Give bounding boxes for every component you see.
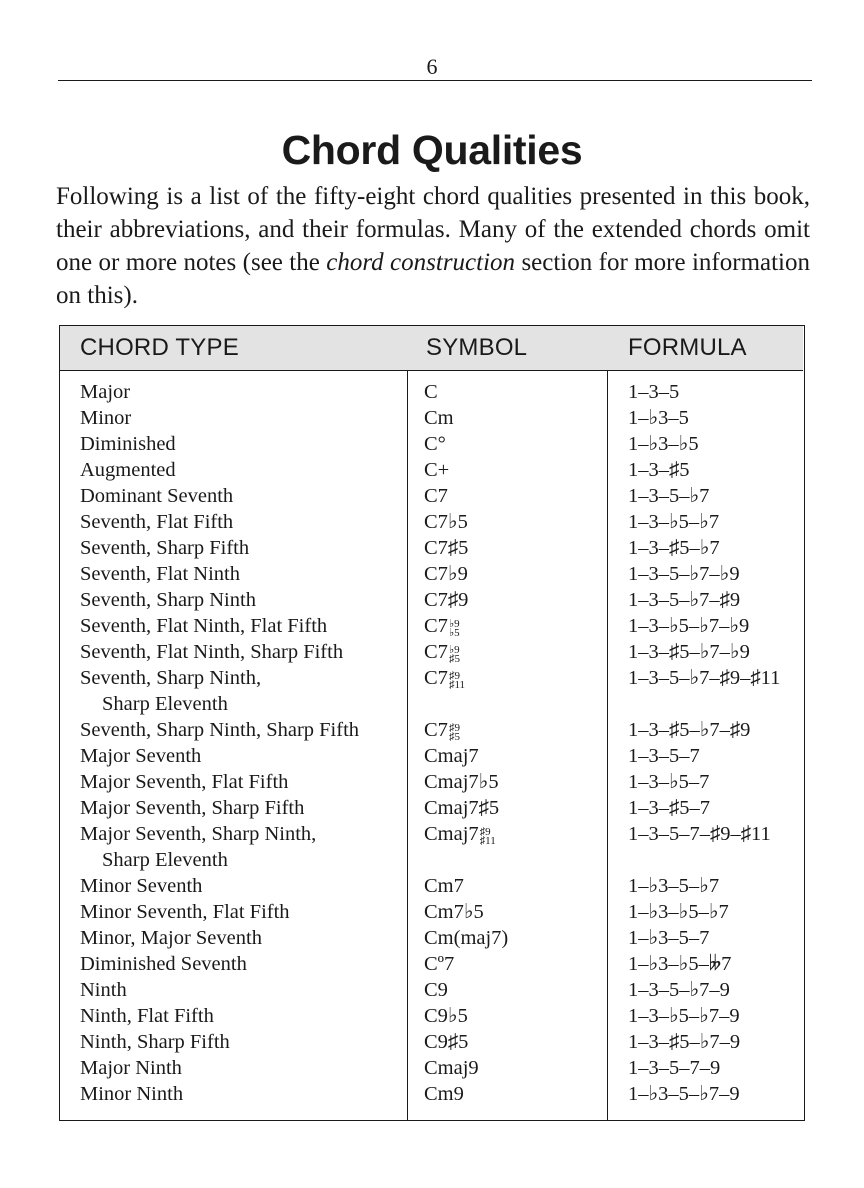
intro-text-start: Following is a list of the fifty-eight chord qualities presented in this book, their abbreviations, and their formulas. Many of the extended chords omit one or more notes (see the	[56, 183, 810, 276]
chord-formula: 1–3–5–♭7	[628, 485, 710, 507]
chord-symbol: Cm9	[424, 1083, 464, 1105]
chord-symbol-stacked-alterations	[480, 828, 496, 846]
chord-symbol: C7	[424, 615, 448, 637]
chord-formula: 1–3–♯5	[628, 459, 690, 481]
table-row	[60, 743, 803, 769]
chord-symbol-cell	[424, 977, 448, 1003]
chord-symbol-cell	[424, 873, 464, 899]
alteration-top: ♭9	[448, 618, 460, 630]
chord-symbol: Cmaj7	[424, 823, 479, 845]
chord-symbol: Cmaj9	[424, 1057, 479, 1079]
chord-symbol-cell	[424, 665, 465, 691]
chord-symbol: Cm	[424, 407, 454, 429]
chord-symbol-cell	[424, 1029, 468, 1055]
page-title: Chord Qualities	[281, 127, 583, 173]
intro-paragraph	[56, 180, 810, 312]
chord-symbol-cell	[424, 379, 438, 405]
chord-formula: 1–3–♯5–♭7–9	[628, 1031, 741, 1053]
chord-symbol-cell	[424, 899, 484, 925]
chord-formula: 1–♭3–♭5–♭7	[628, 901, 729, 923]
chord-formula: 1–3–♭5–♭7–♭9	[628, 615, 750, 637]
chord-symbol: C9♯5	[424, 1031, 469, 1053]
alteration-bottom: ♯5	[448, 653, 460, 665]
chord-symbol: Cm7♭5	[424, 901, 484, 923]
chord-type-label: Major Ninth	[80, 1057, 182, 1079]
table-row	[60, 431, 803, 457]
chord-type-label: Major Seventh, Flat Fifth	[80, 771, 289, 793]
chord-symbol-cell	[424, 613, 460, 639]
chord-symbol: Cmaj7	[424, 745, 479, 767]
chord-type-label: Major	[80, 381, 131, 403]
chord-type-label: Minor, Major Seventh	[80, 927, 262, 949]
chord-type-cell	[80, 1081, 400, 1107]
chord-type-label: Major Seventh, Sharp Fifth	[80, 797, 305, 819]
chord-type-cell	[80, 1029, 400, 1055]
chord-formula: 1–3–♭5–♭7–9	[628, 1005, 740, 1027]
table-row	[60, 795, 803, 821]
chord-symbol: C9	[424, 979, 448, 1001]
chord-type-label: Minor Seventh	[80, 875, 203, 897]
chord-formula: 1–3–♯5–♭7–♯9	[628, 719, 751, 741]
chord-symbol-cell	[424, 821, 496, 847]
chord-type-label: Ninth, Sharp Fifth	[80, 1031, 230, 1053]
table-body	[60, 379, 803, 1107]
chord-symbol-cell	[424, 535, 468, 561]
chord-type-cell	[80, 535, 400, 561]
chord-type-label: Seventh, Sharp Fifth	[80, 537, 250, 559]
chord-formula: 1–♭3–♭5–𝄫7	[628, 953, 732, 975]
chord-symbol-stacked-alterations	[449, 672, 465, 690]
chord-type-cell	[80, 743, 400, 769]
chord-type-label: Major Seventh	[80, 745, 202, 767]
chord-type-label: Minor Seventh, Flat Fifth	[80, 901, 290, 923]
chord-type-label: Ninth, Flat Fifth	[80, 1005, 214, 1027]
alteration-bottom: ♭5	[448, 627, 460, 639]
alteration-top: ♯9	[448, 722, 460, 734]
chord-type-cell	[80, 483, 400, 509]
chord-type-cell	[80, 795, 400, 821]
page-number: 6	[426, 54, 438, 79]
chord-symbol-cell	[424, 925, 508, 951]
chord-formula: 1–3–5–♭7–9	[628, 979, 730, 1001]
chord-symbol-cell	[424, 483, 448, 509]
chord-symbol: Cmaj7♭5	[424, 771, 499, 793]
chord-formula: 1–3–5	[628, 381, 680, 403]
header-chord-type: CHORD TYPE	[80, 334, 239, 361]
table-row	[60, 561, 803, 587]
chord-type-label: Diminished Seventh	[80, 953, 247, 975]
chord-symbol: C7♯5	[424, 537, 469, 559]
chord-formula: 1–3–♯5–♭7–♭9	[628, 641, 750, 663]
chord-type-cell	[80, 639, 400, 665]
chord-symbol: C7♭9	[424, 563, 468, 585]
chord-type-cell	[80, 509, 400, 535]
chord-symbol: C7♯9	[424, 589, 469, 611]
table-row	[60, 769, 803, 795]
intro-text-end: section for more information on this).	[56, 249, 810, 309]
table-row	[60, 1081, 803, 1107]
chord-formula: 1–3–♯5–♭7	[628, 537, 720, 559]
chord-type-label: Seventh, Flat Fifth	[80, 511, 234, 533]
table-row	[60, 639, 803, 665]
chord-type-cell	[80, 1055, 400, 1081]
chord-symbol-cell	[424, 1003, 468, 1029]
table-row	[60, 379, 803, 405]
chord-symbol-cell	[424, 587, 468, 613]
table-row	[60, 925, 803, 951]
intro-italic-term: chord construction	[326, 249, 516, 276]
chord-type-label: Seventh, Sharp Ninth	[80, 589, 256, 611]
table-row	[60, 1055, 803, 1081]
chord-type-label: Ninth	[80, 979, 127, 1001]
chord-symbol-cell	[424, 405, 454, 431]
table-row	[60, 457, 803, 483]
chord-formula: 1–♭3–5	[628, 407, 689, 429]
chord-type-label: Minor	[80, 407, 132, 429]
chord-formula: 1–♭3–♭5	[628, 433, 699, 455]
table-row	[60, 1029, 803, 1055]
chord-symbol-cell	[424, 561, 468, 587]
chord-type-cell	[80, 951, 400, 977]
alteration-bottom: ♯5	[448, 731, 460, 743]
chord-type-cell	[80, 821, 400, 873]
chord-formula: 1–♭3–5–♭7–9	[628, 1083, 740, 1105]
table-row	[60, 405, 803, 431]
chord-symbol-cell	[424, 795, 499, 821]
chord-table	[59, 325, 805, 1121]
chord-type-cell	[80, 431, 400, 457]
chord-symbol-cell	[424, 457, 449, 483]
chord-formula: 1–3–♯5–7	[628, 797, 710, 819]
chord-symbol-stacked-alterations	[449, 620, 460, 638]
chord-symbol-cell	[424, 717, 460, 743]
chord-type-label: Seventh, Flat Ninth, Flat Fifth	[80, 615, 328, 637]
chord-type-label: Minor Ninth	[80, 1083, 184, 1105]
chord-formula: 1–3–5–7	[628, 745, 700, 767]
chord-symbol-cell	[424, 769, 499, 795]
chord-symbol: C7	[424, 485, 448, 507]
alteration-top: ♯9	[448, 670, 460, 682]
chord-formula: 1–♭3–5–♭7	[628, 875, 720, 897]
chord-symbol-stacked-alterations	[449, 646, 460, 664]
header-formula: FORMULA	[628, 334, 747, 361]
table-row	[60, 509, 803, 535]
chord-type-label: Seventh, Sharp Ninth,	[80, 667, 262, 689]
chord-symbol-cell	[424, 1055, 479, 1081]
table-row	[60, 821, 803, 873]
table-row	[60, 535, 803, 561]
chord-symbol: C9♭5	[424, 1005, 468, 1027]
chord-symbol: Cm7	[424, 875, 464, 897]
chord-type-label-line2: Sharp Eleventh	[102, 693, 228, 715]
alteration-top: ♯9	[479, 826, 491, 838]
chord-type-cell	[80, 405, 400, 431]
table-row	[60, 899, 803, 925]
chord-type-label: Dominant Seventh	[80, 485, 234, 507]
chord-type-label: Seventh, Flat Ninth, Sharp Fifth	[80, 641, 344, 663]
chord-type-label: Major Seventh, Sharp Ninth,	[80, 823, 317, 845]
table-row	[60, 1003, 803, 1029]
chord-symbol-cell	[424, 743, 479, 769]
chord-type-cell	[80, 1003, 400, 1029]
chord-type-label: Diminished	[80, 433, 176, 455]
header-symbol: SYMBOL	[426, 334, 528, 361]
chord-symbol-stacked-alterations	[449, 724, 460, 742]
chord-symbol: Cm(maj7)	[424, 927, 509, 949]
chord-type-cell	[80, 665, 400, 717]
chord-type-cell	[80, 899, 400, 925]
table-header	[60, 326, 803, 371]
chord-type-cell	[80, 977, 400, 1003]
chord-type-cell	[80, 379, 400, 405]
table-row	[60, 717, 803, 743]
chord-formula: 1–3–♭5–7	[628, 771, 710, 793]
table-row	[60, 977, 803, 1003]
table-row	[60, 951, 803, 977]
chord-type-cell	[80, 613, 400, 639]
chord-symbol: Cmaj7♯5	[424, 797, 500, 819]
chord-formula: 1–3–5–♭7–♯9–♯11	[628, 667, 781, 689]
chord-symbol: C7	[424, 667, 448, 689]
chord-symbol: C+	[424, 459, 450, 481]
chord-formula: 1–3–5–7–♯9–♯11	[628, 823, 771, 845]
table-row	[60, 483, 803, 509]
chord-symbol: C7	[424, 719, 448, 741]
table-row	[60, 665, 803, 717]
header-rule	[58, 80, 812, 81]
table-row	[60, 587, 803, 613]
chord-formula: 1–3–5–7–9	[628, 1057, 721, 1079]
alteration-bottom: ♯11	[448, 679, 466, 691]
chord-type-label: Seventh, Flat Ninth	[80, 563, 241, 585]
chord-type-cell	[80, 587, 400, 613]
chord-symbol-cell	[424, 509, 468, 535]
chord-formula: 1–3–♭5–♭7	[628, 511, 720, 533]
table-row	[60, 613, 803, 639]
chord-symbol: Cº7	[424, 953, 455, 975]
chord-type-cell	[80, 925, 400, 951]
chord-symbol-cell	[424, 951, 454, 977]
chord-formula: 1–3–5–♭7–♯9	[628, 589, 741, 611]
chord-type-label: Augmented	[80, 459, 176, 481]
chord-type-cell	[80, 769, 400, 795]
chord-type-cell	[80, 561, 400, 587]
chord-type-label: Seventh, Sharp Ninth, Sharp Fifth	[80, 719, 360, 741]
chord-symbol: C°	[424, 433, 446, 455]
chord-symbol: C7	[424, 641, 448, 663]
chord-type-cell	[80, 457, 400, 483]
chord-formula: 1–♭3–5–7	[628, 927, 710, 949]
chord-formula: 1–3–5–♭7–♭9	[628, 563, 740, 585]
chord-symbol-cell	[424, 1081, 464, 1107]
chord-type-cell	[80, 717, 400, 743]
chord-symbol: C	[424, 381, 438, 403]
chord-type-label-line2: Sharp Eleventh	[102, 849, 228, 871]
table-row	[60, 873, 803, 899]
chord-symbol-cell	[424, 639, 460, 665]
chord-type-cell	[80, 873, 400, 899]
chord-symbol: C7♭5	[424, 511, 468, 533]
chord-symbol-cell	[424, 431, 446, 457]
alteration-bottom: ♯11	[479, 835, 496, 847]
alteration-top: ♭9	[448, 644, 460, 656]
